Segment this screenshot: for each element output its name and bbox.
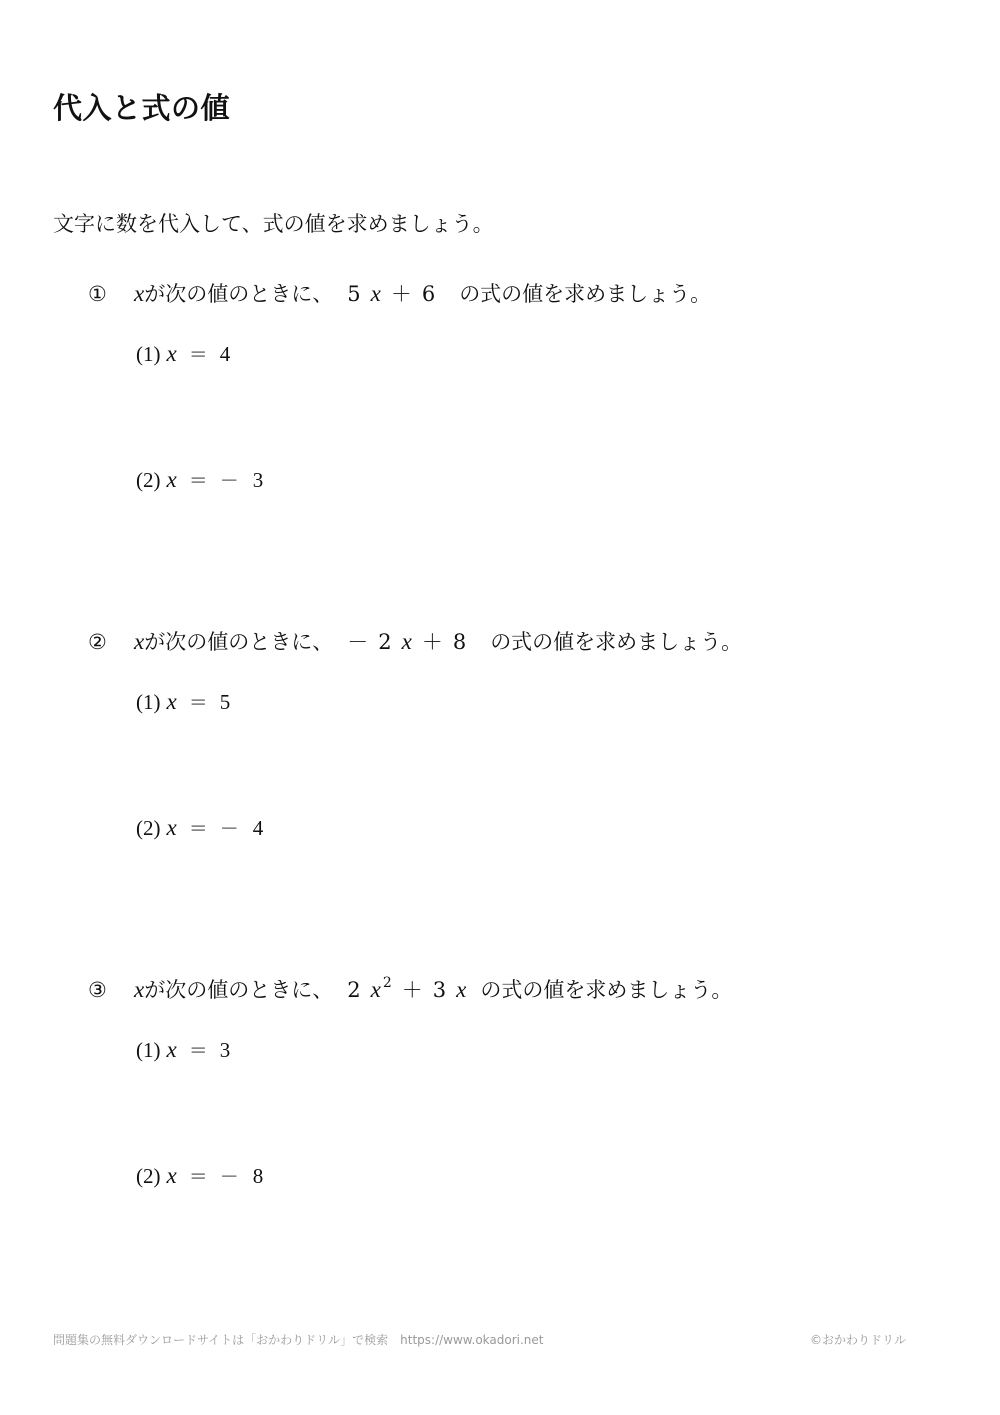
expr-token: 3 xyxy=(432,978,447,1002)
expr-variable: x xyxy=(401,629,412,654)
equals-sign: ＝ xyxy=(188,1166,208,1188)
sub-question-label: (2) xyxy=(136,816,161,840)
sub-question xyxy=(136,1036,230,1063)
value: 5 xyxy=(219,690,231,714)
expr-token: 5 xyxy=(347,282,361,306)
sub-question-label: (2) xyxy=(136,468,161,492)
expr-variable: x xyxy=(456,977,467,1002)
equals-sign: ＝ xyxy=(188,470,208,492)
value: 3 xyxy=(219,1038,231,1062)
value: 4 xyxy=(252,816,264,840)
sub-question xyxy=(136,688,230,715)
sub-question xyxy=(136,340,230,367)
question-lead: が次の値のときに、 xyxy=(144,978,334,1002)
question-lead: が次の値のときに、 xyxy=(144,630,334,654)
question-1-heading xyxy=(88,278,711,308)
expr-token: 2 xyxy=(378,630,392,654)
expr-token: － xyxy=(347,630,369,654)
variable: x xyxy=(166,467,177,492)
expr-token: 8 xyxy=(452,630,467,654)
expr-token: ＋ xyxy=(401,978,423,1002)
exponent: 2 xyxy=(382,975,392,991)
question-3-heading xyxy=(88,974,732,1004)
variable: x xyxy=(166,1037,177,1062)
variable: x xyxy=(166,341,177,366)
variable: x xyxy=(166,815,177,840)
equals-sign: ＝ xyxy=(188,818,208,840)
footer-copyright: ©おかわりドリル xyxy=(810,1333,907,1347)
expr-token: 2 xyxy=(347,978,361,1002)
variable: x xyxy=(166,689,177,714)
question-number: ① xyxy=(88,282,107,306)
sub-question-label: (1) xyxy=(136,690,161,714)
value: 4 xyxy=(219,342,231,366)
equals-sign: ＝ xyxy=(188,1040,208,1062)
question-tail: の式の値を求めましょう。 xyxy=(480,978,733,1002)
minus-sign: － xyxy=(219,470,239,492)
variable: x xyxy=(134,629,145,654)
sub-question xyxy=(136,814,263,841)
value: 3 xyxy=(252,468,264,492)
variable: x xyxy=(134,977,145,1002)
question-2-heading xyxy=(88,626,742,656)
expression xyxy=(347,282,445,306)
expr-token: 6 xyxy=(421,282,436,306)
footer-site-note: 問題集の無料ダウンロードサイトは「おかわりドリル」で検索 https://www.okadori.net xyxy=(53,1333,544,1347)
equals-sign: ＝ xyxy=(188,692,208,714)
sub-question-label: (1) xyxy=(136,1038,161,1062)
equals-sign: ＝ xyxy=(188,344,208,366)
page-title: 代入と式の値 xyxy=(53,91,231,125)
variable: x xyxy=(134,281,145,306)
sub-question xyxy=(136,1162,263,1189)
question-tail: の式の値を求めましょう。 xyxy=(459,282,712,306)
expression xyxy=(347,975,467,1002)
instruction-text: 文字に数を代入して、式の値を求めましょう。 xyxy=(53,212,494,236)
expression xyxy=(347,630,476,654)
question-number: ② xyxy=(88,630,107,654)
expr-variable: x xyxy=(370,281,381,306)
value: 8 xyxy=(252,1164,264,1188)
question-tail: の式の値を求めましょう。 xyxy=(490,630,743,654)
minus-sign: － xyxy=(219,1166,239,1188)
expr-token: ＋ xyxy=(421,630,443,654)
minus-sign: － xyxy=(219,818,239,840)
sub-question xyxy=(136,466,263,493)
variable: x xyxy=(166,1163,177,1188)
sub-question-label: (1) xyxy=(136,342,161,366)
expr-variable: x xyxy=(370,977,381,1002)
expr-token: ＋ xyxy=(390,282,412,306)
sub-question-label: (2) xyxy=(136,1164,161,1188)
question-number: ③ xyxy=(88,978,107,1002)
question-lead: が次の値のときに、 xyxy=(144,282,334,306)
